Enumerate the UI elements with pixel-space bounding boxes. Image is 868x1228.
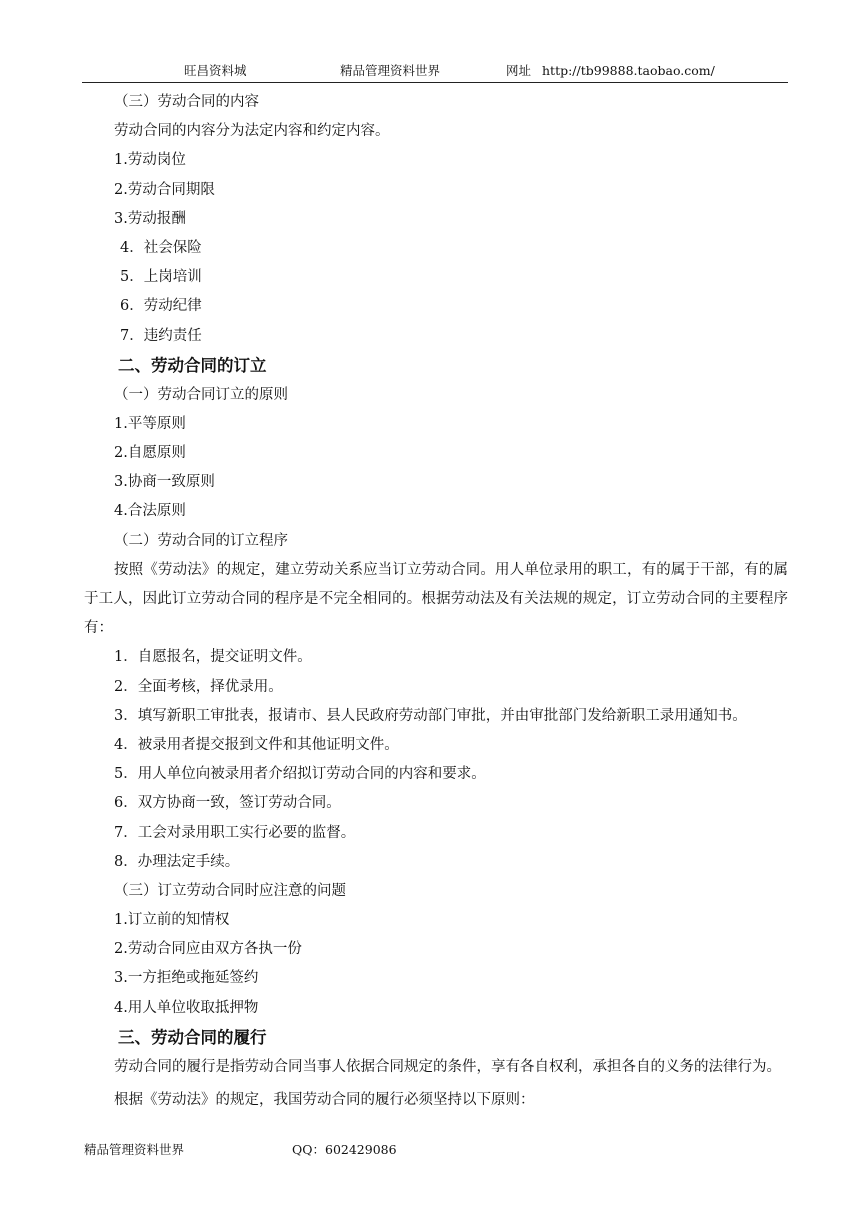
- list-item: 2.劳动合同期限: [114, 181, 215, 198]
- list-item: 6．劳动纪律: [120, 298, 202, 315]
- list-item: 3.协商一致原则: [114, 474, 215, 491]
- header-center-title: 精品管理资料世界: [340, 63, 441, 78]
- list-item: 2.劳动合同应由双方各执一份: [114, 941, 302, 958]
- list-item: 6．双方协商一致，签订劳动合同。: [114, 795, 341, 812]
- list-item: 1.劳动岗位: [114, 152, 186, 169]
- paragraph: 劳动合同的内容分为法定内容和约定内容。: [114, 123, 390, 140]
- list-item: 7．违约责任: [120, 327, 202, 344]
- section-title-issues: （三）订立劳动合同时应注意的问题: [114, 882, 346, 899]
- list-item: 2.自愿原则: [114, 445, 186, 462]
- paragraph-performance-principles: 根据《劳动法》的规定，我国劳动合同的履行必须坚持以下原则：: [114, 1092, 535, 1109]
- list-item: 3.一方拒绝或拖延签约: [114, 970, 259, 987]
- list-item: 4.合法原则: [114, 503, 186, 520]
- list-item: 1．自愿报名，提交证明文件。: [114, 649, 312, 666]
- list-item: 4．被录用者提交报到文件和其他证明文件。: [114, 736, 399, 753]
- header-site-name: 旺昌资料城: [184, 63, 247, 78]
- list-item: 8．办理法定手续。: [114, 853, 240, 870]
- document-body: [84, 88, 788, 1115]
- list-item: 5．用人单位向被录用者介绍拟订劳动合同的内容和要求。: [114, 766, 486, 783]
- header-url-label: 网址: [506, 63, 532, 78]
- list-item: 3.劳动报酬: [114, 210, 186, 227]
- list-item: 2．全面考核，择优录用。: [114, 678, 283, 695]
- list-item: 5．上岗培训: [120, 269, 202, 286]
- heading-contract-performance: 三、劳动合同的履行: [118, 1027, 267, 1047]
- list-item: 7．工会对录用职工实行必要的监督。: [114, 824, 356, 841]
- list-item: 4.用人单位收取抵押物: [114, 999, 259, 1016]
- section-title-procedure: （二）劳动合同的订立程序: [114, 532, 288, 549]
- page-header: [82, 60, 788, 83]
- list-item: 1.平等原则: [114, 415, 186, 432]
- paragraph-performance: 劳动合同的履行是指劳动合同当事人依据合同规定的条件，享有各自权利，承担各自的义务的法律行为。: [114, 1058, 781, 1075]
- heading-contract-signing: 二、劳动合同的订立: [118, 355, 267, 375]
- footer-qq: QQ：602429086: [292, 1142, 397, 1157]
- list-item: 1.订立前的知情权: [114, 912, 230, 929]
- paragraph-procedure: 按照《劳动法》的规定，建立劳动关系应当订立劳动合同。用人单位录用的职工，有的属于干部，有的属于工人，因此订立劳动合同的程序是不完全相同的。根据劳动法及有关法规的规定，订立劳动合同的主要程序有：: [84, 561, 788, 637]
- list-item: 3．填写新职工审批表，报请市、县人民政府劳动部门审批，并由审批部门发给新职工录用通知书。: [114, 707, 747, 724]
- footer-title: 精品管理资料世界: [84, 1142, 185, 1157]
- section-title-principles: （一）劳动合同订立的原则: [114, 386, 288, 403]
- list-item: 4．社会保险: [120, 239, 202, 256]
- section-title-contract-content: （三）劳动合同的内容: [114, 94, 259, 110]
- header-url-link[interactable]: http://tb99888.taobao.com/: [542, 63, 715, 78]
